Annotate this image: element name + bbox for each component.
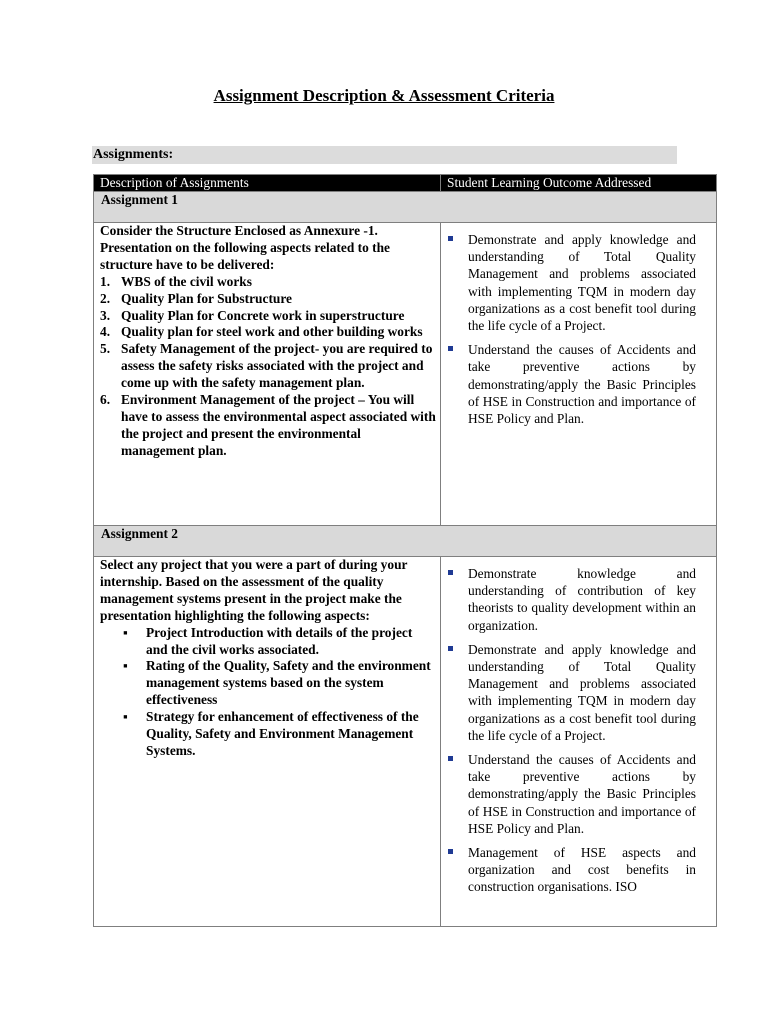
table-header-row — [94, 175, 717, 192]
square-bullet-icon: ▪ — [123, 709, 128, 725]
assignment2-list — [100, 625, 436, 760]
square-bullet-icon — [448, 570, 453, 575]
assignment2-row — [94, 557, 717, 927]
assignment1-row — [94, 223, 717, 526]
list-item: ▪ Rating of the Quality, Safety and the environment management systems based on the system effectiveness — [123, 658, 431, 708]
outcome-item: Understand the causes of Accidents and take preventive actions by demonstrating/apply the Basic Principles of HSE in Construction and importance of HSE Policy and Plan. — [448, 341, 696, 427]
square-bullet-icon — [448, 646, 453, 651]
assignments-label: Assignments: — [92, 146, 677, 164]
list-item: ▪ Strategy for enhancement of effectiveness of the Quality, Safety and Environment Management Systems. — [123, 709, 419, 758]
square-bullet-icon — [448, 236, 453, 241]
list-item: 1. WBS of the civil works — [100, 273, 252, 289]
assignment1-outcomes — [441, 223, 717, 526]
assignment2-heading-row — [94, 526, 717, 557]
assignment1-description — [94, 223, 441, 526]
list-item: 5. Safety Management of the project- you are required to assess the safety risks associated with the project and come up with the safety management plan. — [100, 341, 433, 391]
outcome-item: Demonstrate and apply knowledge and understanding of Total Quality Management and problems associated with implementing TQM in modern day organizations as a cost benefit tool during the life cycle of a Project. — [448, 231, 696, 334]
list-item: 6. Environment Management of the project – You will have to assess the environmental aspect associated with the project and present the environmental management plan. — [100, 392, 436, 458]
square-bullet-icon — [448, 346, 453, 351]
square-bullet-icon — [448, 849, 453, 854]
assignment2-heading: Assignment 2 — [94, 526, 717, 557]
square-bullet-icon: ▪ — [123, 624, 128, 640]
list-item: ▪ Project Introduction with details of the project and the civil works associated. — [123, 624, 413, 657]
assignment2-intro: Select any project that you were a part of during your internship. Based on the assessment of the quality management systems present in the project make the presentation highlighting the following aspects: — [100, 557, 408, 623]
page-title: Assignment Description & Assessment Criteria — [213, 86, 555, 105]
assignment-table — [93, 174, 717, 927]
assignment1-heading-row — [94, 192, 717, 223]
outcome-item: Demonstrate and apply knowledge and understanding of Total Quality Management and problems associated with implementing TQM in modern day organizations as a cost benefit tool during the life cycle of a Project. — [448, 641, 696, 744]
list-item: 4. Quality plan for steel work and other building works — [100, 324, 423, 340]
square-bullet-icon — [448, 756, 453, 761]
square-bullet-icon: ▪ — [123, 658, 128, 674]
outcome-item: Demonstrate knowledge and understanding of contribution of key theorists to quality development within an organization. — [448, 565, 696, 634]
outcome-item: Management of HSE aspects and organization and cost benefits in construction organisations. ISO — [448, 844, 696, 896]
outcome-item: Understand the causes of Accidents and take preventive actions by demonstrating/apply the Basic Principles of HSE in Construction and importance of HSE Policy and Plan. — [448, 751, 696, 837]
header-description: Description of Assignments — [94, 175, 441, 192]
list-item: 3. Quality Plan for Concrete work in superstructure — [100, 307, 405, 323]
assignment2-outcomes — [441, 557, 717, 927]
assignment1-intro: Consider the Structure Enclosed as Annexure -1. Presentation on the following aspects related to the structure have to be delivered: — [100, 223, 390, 272]
assignment1-heading: Assignment 1 — [94, 192, 717, 223]
assignment2-description — [94, 557, 441, 927]
header-outcome: Student Learning Outcome Addressed — [441, 175, 717, 192]
list-item: 2. Quality Plan for Substructure — [100, 290, 292, 306]
assignment1-list — [100, 274, 436, 460]
